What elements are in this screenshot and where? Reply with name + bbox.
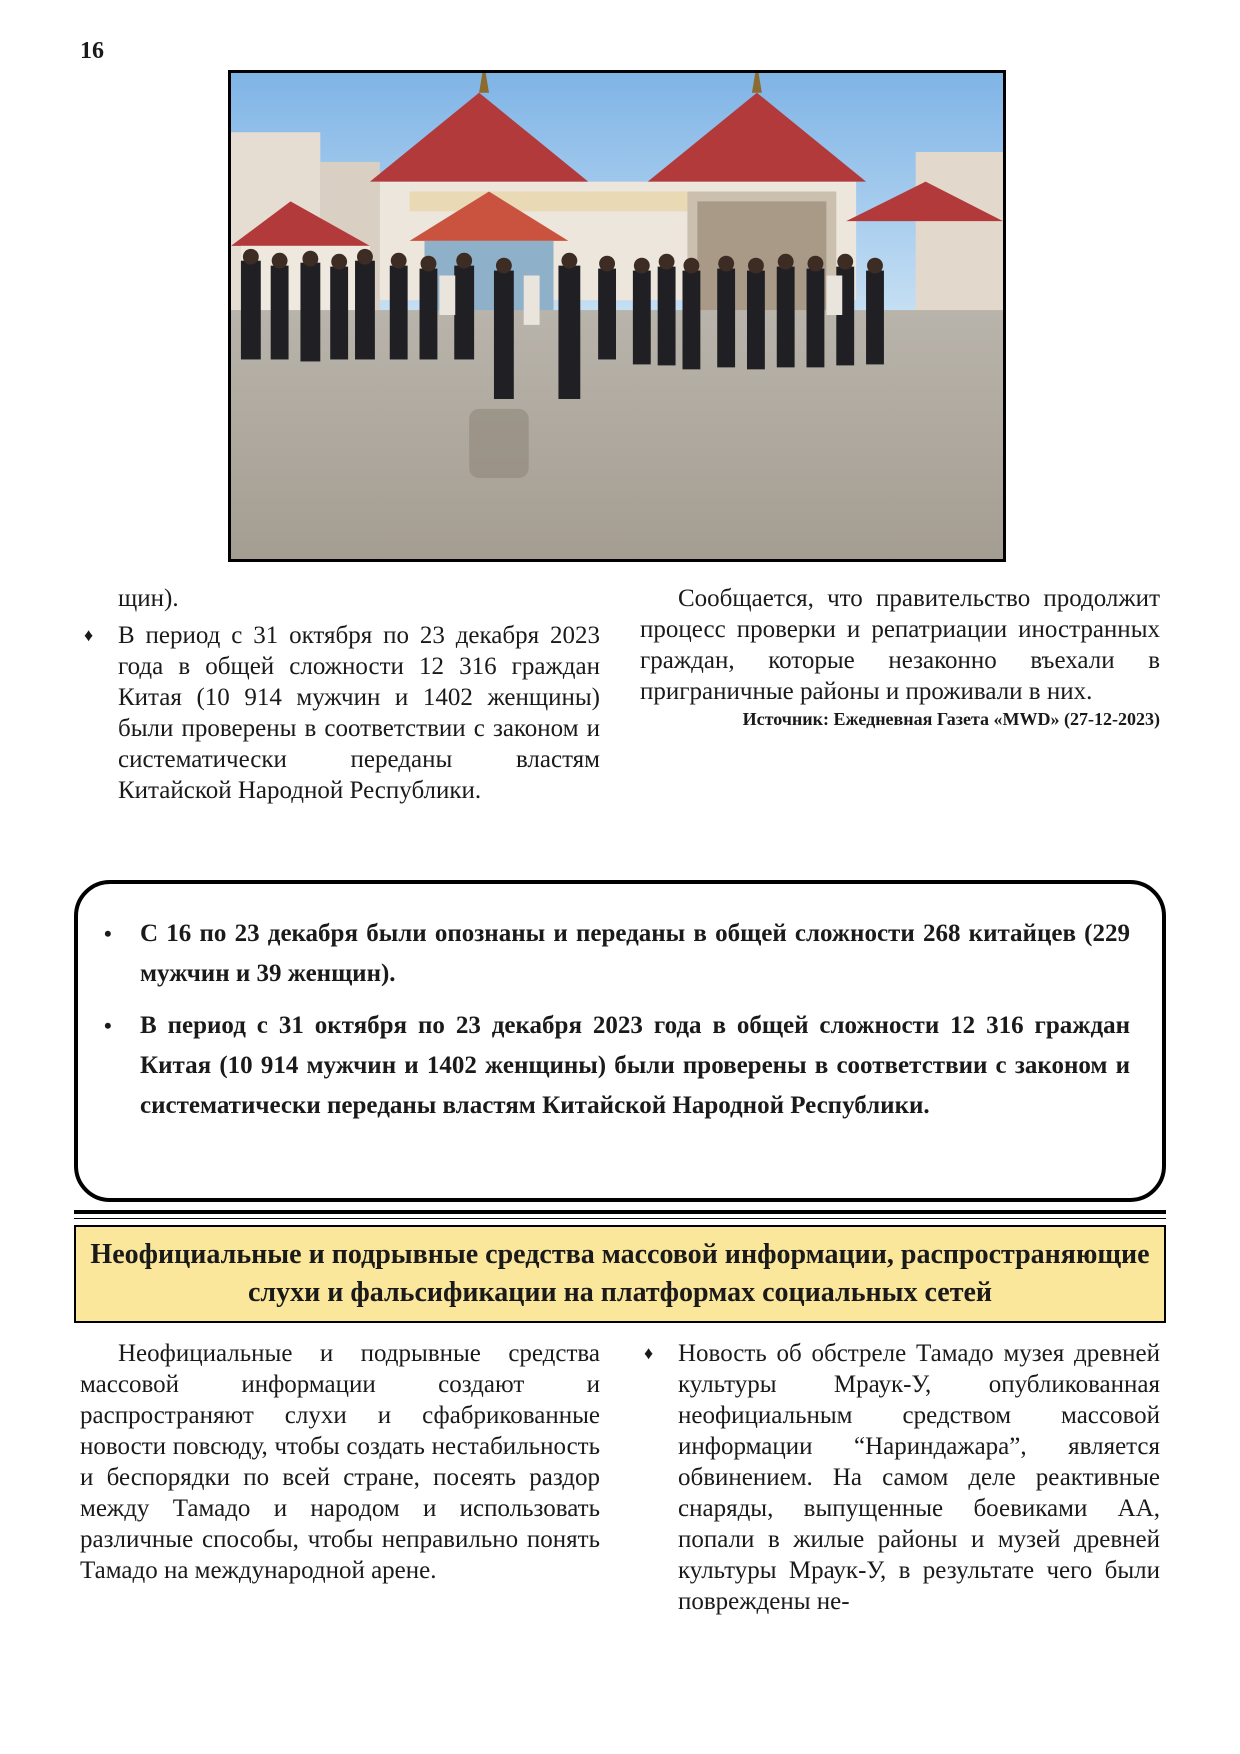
bullet-text: В период с 31 октября по 23 декабря 2023 года в общей сложности 12 316 граждан Китая (10 914 мужчин и 1402 женщины) были проверены в соответствии с законом и систематически переданы властям Китайской Народной Республики.: [118, 622, 600, 804]
page-number: 16: [80, 38, 104, 64]
summary-list: [100, 914, 1130, 1126]
list-item: [80, 620, 600, 806]
summary-item-text: С 16 по 23 декабря были опознаны и переданы в общей сложности 268 китайцев (229 мужчин и 39 женщин).: [140, 920, 1130, 987]
list-item: [640, 1338, 1160, 1617]
summary-item: [100, 1006, 1130, 1126]
diamond-bullet-icon: ♦: [644, 1343, 654, 1363]
bullet-dot-icon: •: [104, 921, 112, 946]
diamond-bullet-icon: ♦: [84, 625, 94, 645]
left-column-bottom: [80, 1338, 600, 1586]
border-checkpoint-photo: [231, 73, 1003, 559]
summary-item-text: В период с 31 октября по 23 декабря 2023 года в общей сложности 12 316 граждан Китая (10 914 мужчин и 1402 женщины) были проверены в соответствии с законом и систематически переданы властям Китайской Народной Республики.: [140, 1012, 1130, 1119]
continuation-text: щин).: [118, 585, 179, 612]
bullet-dot-icon: •: [104, 1013, 112, 1038]
source-citation: Источник: Ежедневная Газета «MWD» (27-12-2023): [742, 709, 1160, 729]
section-header: Неофициальные и подрывные средства массовой информации, распространяющие слухи и фальсификации на платформах социальных сетей: [74, 1225, 1166, 1323]
paragraph: Неофициальные и подрывные средства массовой информации создают и распространяют слухи и сфабрикованные новости повсюду, чтобы создать нестабильность и беспорядки по всей стране, посеять раздор между Тамадо и народом и использовать различные способы, чтобы неправильно понять Тамадо на международной арене.: [80, 1340, 600, 1584]
divider-thick: [74, 1210, 1166, 1214]
summary-box: [74, 880, 1166, 1202]
right-column-bottom: [640, 1338, 1160, 1617]
bullet-text: Новость об обстреле Тамадо музея древней культуры Мраук-У, опубликованная неофициальным средством массовой информации “Нариндажара”, является обвинением. На самом деле реактивные снаряды, выпущенные боевиками АА, попали в жилые районы и музей древней культуры Мраук-У, в результате чего были повреждены не-: [678, 1340, 1160, 1615]
paragraph: Сообщается, что правительство продолжит процесс проверки и репатриации иностранных граждан, которые незаконно въехали в приграничные районы и проживали в них.: [640, 585, 1160, 705]
summary-item: [100, 914, 1130, 994]
divider-thin: [74, 1218, 1166, 1219]
news-photo: [228, 70, 1006, 562]
right-column-top: [640, 583, 1160, 731]
left-column-top: [80, 583, 600, 806]
